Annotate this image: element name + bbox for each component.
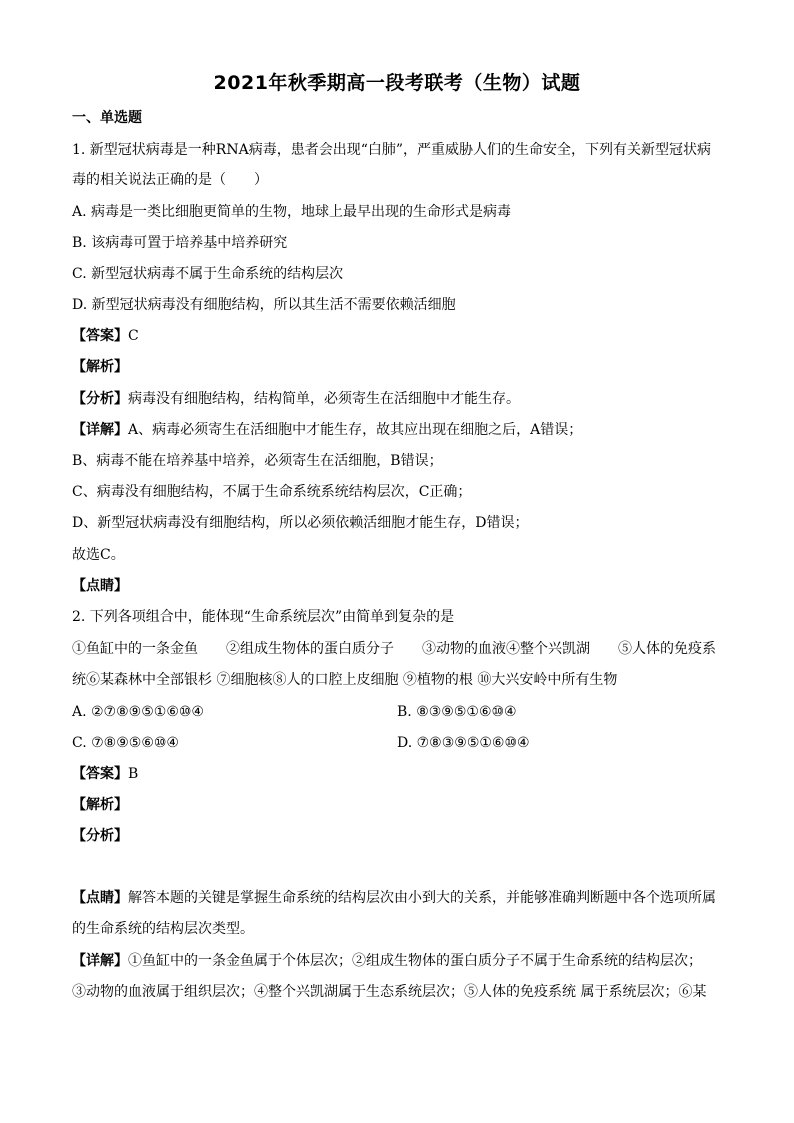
q2-option-d: D. ⑦⑧③⑨⑤①⑥⑩④ (397, 735, 530, 751)
q2-option-a: A. ②⑦⑧⑨⑤①⑥⑩④ (72, 704, 204, 720)
q2-answer (72, 764, 138, 784)
q2-items-line1: ①鱼缸中的一条金鱼 ②组成生物体的蛋白质分子 ③动物的血液④整个兴凯湖 ⑤人体的免疫系 (72, 641, 716, 657)
detail-text: A、病毒必须寄生在活细胞中才能生存，故其应出现在细胞之后，A错误； (128, 422, 583, 438)
q1-fenxi (72, 389, 520, 409)
answer-value: C (128, 328, 139, 344)
dianjing-tag: 【点睛】 (72, 890, 128, 906)
detail-text: ①鱼缸中的一条金鱼属于个体层次；②组成生物体的蛋白质分子不属于生命系统的结构层次； (128, 953, 702, 969)
q1-option-a: A. 病毒是一类比细胞更简单的生物，地球上最早出现的生命形式是病毒 (72, 204, 512, 220)
q1-option-d: D. 新型冠状病毒没有细胞结构，所以其生活不需要依赖活细胞 (72, 297, 456, 313)
answer-tag: 【答案】 (72, 766, 128, 782)
section-heading: 一、单选题 (72, 110, 142, 126)
q2-fenxi-tag: 【分析】 (72, 828, 128, 844)
q2-detail-line1 (72, 951, 702, 971)
answer-value: B (128, 766, 139, 782)
detail-tag: 【详解】 (72, 953, 128, 969)
fenxi-text: 病毒没有细胞结构，结构简单，必须寄生在活细胞中才能生存。 (128, 391, 520, 407)
q2-dianjing-line1 (72, 888, 716, 908)
detail-tag: 【详解】 (72, 422, 128, 438)
q1-analysis-tag: 【解析】 (72, 359, 128, 375)
q1-stem-line2: 毒的相关说法正确的是（ ） (72, 172, 268, 188)
q2-option-b: B. ⑧③⑨⑤①⑥⑩④ (397, 704, 517, 720)
q2-option-c: C. ⑦⑧⑨⑤⑥⑩④ (72, 735, 179, 751)
q2-stem: 2. 下列各项组合中，能体现“生命系统层次”由简单到复杂的是 (72, 609, 455, 625)
q1-option-c: C. 新型冠状病毒不属于生命系统的结构层次 (72, 266, 344, 282)
fenxi-tag: 【分析】 (72, 391, 128, 407)
answer-tag: 【答案】 (72, 328, 128, 344)
q2-detail-line2: ③动物的血液属于组织层次；④整个兴凯湖属于生态系统层次；⑤人体的免疫系统 属于系统层次；⑥某 (72, 984, 707, 1000)
q1-stem-line1: 1. 新型冠状病毒是一种RNA病毒，患者会出现“白肺”，严重威胁人们的生命安全，下列有关新型冠状病 (72, 142, 712, 158)
q1-dianjing-tag: 【点睛】 (72, 578, 128, 594)
q1-detail-c: C、病毒没有细胞结构，不属于生命系统系统结构层次，C正确； (72, 484, 472, 500)
q1-option-b: B. 该病毒可置于培养基中培养研究 (72, 235, 288, 251)
q2-items-line2: 统⑥某森林中全部银杉 ⑦细胞核⑧人的口腔上皮细胞 ⑨植物的根 ⑩大兴安岭中所有生物 (72, 672, 618, 688)
q2-dianjing-line2: 的生命系统的结构层次类型。 (72, 921, 254, 937)
dianjing-text: 解答本题的关键是掌握生命系统的结构层次由小到大的关系，并能够准确判断题中各个选项所属 (128, 890, 716, 906)
q2-analysis-tag: 【解析】 (72, 797, 128, 813)
q1-detail-a (72, 420, 582, 440)
q1-conclusion: 故选C。 (72, 547, 125, 563)
page-title: 2021年秋季期高一段考联考（生物）试题 (213, 72, 581, 94)
q1-answer (72, 326, 139, 346)
q1-detail-b: B、病毒不能在培养基中培养，必须寄生在活细胞，B错误； (72, 453, 443, 469)
q1-detail-d: D、新型冠状病毒没有细胞结构，所以必须依赖活细胞才能生存，D错误； (72, 515, 529, 531)
